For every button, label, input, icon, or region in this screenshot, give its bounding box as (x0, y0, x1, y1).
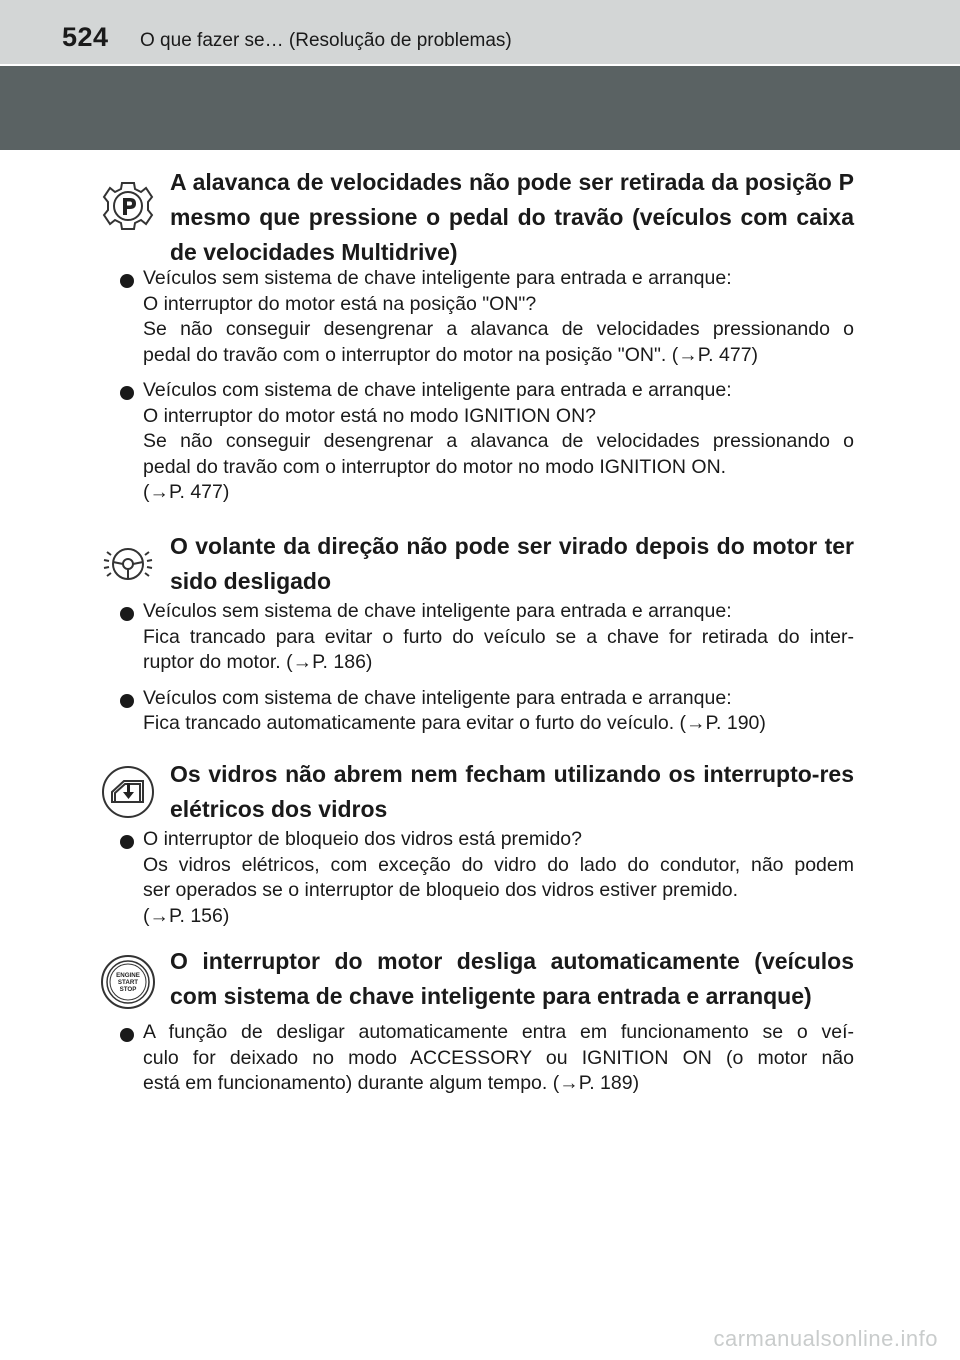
bullet-icon (120, 1028, 134, 1042)
item-line: O interruptor do motor está no modo IGNITION ON? (143, 404, 597, 427)
header-band (0, 66, 960, 150)
icon-label: START (117, 979, 139, 986)
power-window-icon (100, 764, 156, 820)
list-item (0, 686, 960, 737)
bullet-icon (120, 694, 134, 708)
list-item (0, 266, 960, 368)
list-item (0, 1020, 960, 1097)
item-line: Veículos com sistema de chave inteligente para entrada e arranque: (143, 686, 732, 709)
item-line: Fica trancado para evitar o furto do veículo se a chave for retirada do inter- (143, 625, 854, 648)
item-line: Veículos sem sistema de chave inteligente para entrada e arranque: (143, 600, 732, 622)
item-line: pedal do travão com o interruptor do motor na posição "ON". (→P. 477) (143, 343, 759, 366)
item-line: (→P. 477) (143, 481, 230, 503)
bullet-icon (120, 607, 134, 621)
item-line: (→P. 156) (143, 904, 230, 927)
item-line: culo for deixado no modo ACCESSORY ou IGNITION ON (o motor não (143, 1046, 854, 1069)
watermark: carmanualsonline.info (713, 1326, 938, 1351)
item-line: Fica trancado automaticamente para evitar o furto do veículo. (→P. 190) (143, 712, 766, 734)
item-line: Veículos sem sistema de chave inteligente para entrada e arranque: (143, 267, 732, 289)
bullet-icon (120, 274, 134, 288)
item-line: A função de desligar automaticamente entra em funcionamento se o veí- (143, 1021, 854, 1043)
icon-label: STOP (119, 986, 137, 993)
list-item (0, 827, 960, 929)
item-line: Se não conseguir desengrenar a alavanca de velocidades pressionando o (143, 318, 854, 340)
section-title: Os vidros não abrem nem fecham utilizando os interrupto-res elétricos dos vidros (170, 761, 854, 822)
item-line: O interruptor de bloqueio dos vidros está premido? (143, 828, 582, 850)
item-line: Se não conseguir desengrenar a alavanca de velocidades pressionando o (143, 430, 854, 452)
section-items (0, 827, 960, 939)
item-line: pedal do travão com o interruptor do motor no modo IGNITION ON. (143, 455, 727, 478)
list-item (0, 378, 960, 506)
section-title: O interruptor do motor desliga automaticamente (veículos com sistema de chave inteligente para entrada e arranque) (170, 948, 854, 1009)
page-number: 524 (62, 22, 109, 52)
item-line: Os vidros elétricos, com exceção do vidro do lado do condutor, não podem (143, 853, 854, 876)
section-items (0, 1020, 960, 1107)
section-items (0, 599, 960, 747)
section-title: A alavanca de velocidades não pode ser retirada da posição P mesmo que pressione o pedal do travão (veículos com caixa de velocidades Multidrive) (170, 169, 854, 265)
item-line: Veículos com sistema de chave inteligente para entrada e arranque: (143, 379, 732, 401)
icon-label: ENGINE (116, 972, 140, 979)
bullet-icon (120, 386, 134, 400)
bullet-icon (120, 835, 134, 849)
item-line: O interruptor do motor está na posição "ON"? (143, 292, 537, 315)
section-items (0, 266, 960, 516)
list-item (0, 599, 960, 676)
engine-start-stop-icon (100, 954, 156, 1010)
item-line: está em funcionamento) durante algum tempo. (→P. 189) (143, 1072, 640, 1094)
section-title: O volante da direção não pode ser virado depois do motor ter sido desligado (170, 533, 854, 594)
header-bar (0, 0, 960, 64)
item-line: ruptor do motor. (→P. 186) (143, 651, 373, 673)
item-line: ser operados se o interruptor de bloqueio dos vidros estiver premido. (143, 879, 739, 901)
park-gear-icon (100, 178, 156, 234)
chapter-title: O que fazer se… (Resolução de problemas) (140, 30, 512, 51)
steering-lock-icon (100, 536, 156, 592)
